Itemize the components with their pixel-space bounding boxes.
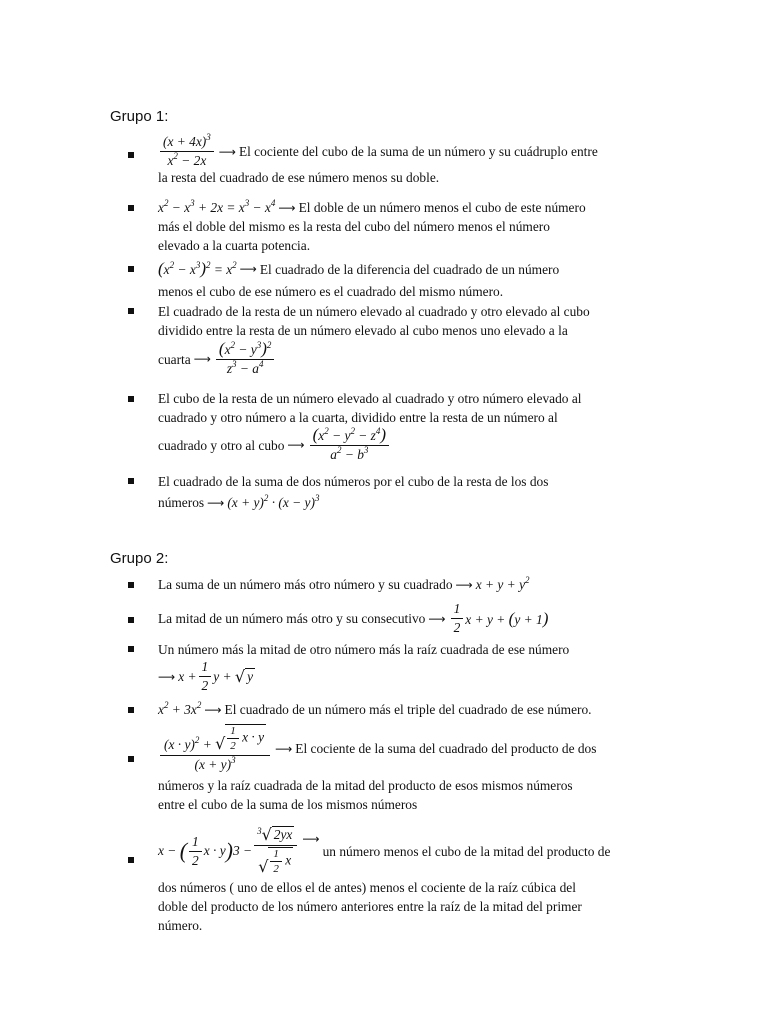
list-item	[158, 259, 663, 301]
arrow-icon: ⟶	[239, 262, 257, 276]
formula: $\frac{1}{2}$	[451, 601, 464, 636]
group-2-heading: Grupo 2:	[110, 550, 169, 567]
arrow-icon: ⟶	[302, 832, 320, 846]
arrow-icon: ⟶	[218, 144, 236, 159]
bullet	[128, 646, 134, 652]
item-text: un número menos el cubo de la mitad del producto de	[322, 843, 611, 859]
list-item	[158, 724, 663, 814]
arrow-icon: ⟶	[207, 495, 225, 510]
item-text: entre el cubo de la suma de los mismos números	[158, 797, 418, 812]
item-text: El cociente del cubo de la suma de un número y su cuádruplo entre	[238, 144, 598, 159]
item-text: la resta del cuadrado de ese número menos su doble.	[158, 170, 440, 185]
list-item	[158, 134, 663, 187]
formula: $x^2 + 3x^2$	[158, 699, 202, 717]
list-item	[158, 472, 663, 512]
bullet	[128, 266, 134, 272]
item-text: números	[158, 495, 205, 510]
bullet	[128, 308, 134, 314]
formula: $x^2 - x^3 + 2x = x^3 - x^4$	[158, 197, 276, 215]
list-item: Un número más la mitad de otro número más la raíz cuadrada de ese número ⟶ x + $\frac{1}{2}$ y + √ y	[158, 640, 663, 694]
list-item	[158, 302, 663, 377]
bullet	[128, 582, 134, 588]
formula: $(x^2 - x^3)^2 = x^2$	[158, 259, 237, 278]
arrow-icon: ⟶	[428, 611, 446, 626]
item-text: La suma de un número más otro número y su cuadrado	[158, 577, 453, 592]
arrow-icon: ⟶	[275, 741, 293, 756]
arrow-icon: ⟶	[455, 577, 473, 592]
formula: $\frac{1}{2}$	[199, 659, 212, 694]
list-item	[158, 700, 663, 719]
bullet	[128, 857, 134, 863]
item-text: elevado a la cuarta potencia.	[158, 238, 311, 253]
item-text: cuadrado y otro al cubo	[158, 437, 285, 453]
item-text: número.	[158, 918, 203, 933]
item-text: La mitad de un número más otro y su consecutivo	[158, 611, 426, 626]
bullet	[128, 617, 134, 623]
item-text: El cuadrado de la suma de dos números por el cubo de la resta de los dos	[158, 474, 549, 489]
formula: $x + y + y^2$	[475, 574, 530, 592]
item-text: números y la raíz cuadrada de la mitad del producto de esos mismos números	[158, 778, 573, 793]
list-item	[158, 389, 663, 463]
arrow-icon: ⟶	[193, 352, 211, 366]
list-item: x − ( $\frac{1}{2}$ x · y ) 3 − $^3$ √ 2yx √ $\frac{1}{2}$ x ⟶ un número menos el cubo de la mitad del producto de dos números ( uno de ellos el de antes) menos el cociente de la raíz cúbica del doble del producto de los número anteriores entre la raíz de la mitad del primer número.	[158, 826, 663, 935]
item-text: cuarta	[158, 351, 191, 367]
item-text: El doble de un número menos el cubo de este número	[298, 200, 586, 215]
sqrt-formula: √ y	[234, 667, 254, 686]
bullet	[128, 707, 134, 713]
formula: $\frac{(x^2 - y^2 - z^4)}{a^2 - b^3}$	[310, 427, 389, 463]
item-text: dividido entre la resta de un número elevado al cubo menos uno elevado a la	[158, 323, 568, 338]
item-text: El cociente de la suma del cuadrado del producto de dos	[295, 741, 597, 756]
list-item: La mitad de un número más otro y su consecutivo ⟶ $\frac{1}{2}$ x + y + (y + 1)	[158, 601, 549, 635]
formula: $\frac{(x + 4x)^3}{x^2 - 2x}$	[160, 134, 214, 169]
item-text: El cubo de la resta de un número elevado al cuadrado y otro número elevado al	[158, 391, 582, 406]
bullet	[128, 478, 134, 484]
list-item	[158, 198, 663, 255]
arrow-icon: ⟶	[158, 669, 176, 684]
bullet	[128, 756, 134, 762]
item-text: El cuadrado de un número más el triple del cuadrado de ese número.	[224, 702, 592, 717]
item-text: menos el cubo de ese número es el cuadrado del mismo número.	[158, 284, 504, 299]
bullet	[128, 396, 134, 402]
item-text: Un número más la mitad de otro número más la raíz cuadrada de ese número	[158, 642, 570, 657]
item-text: más el doble del mismo es la resta del cubo del número menos el número	[158, 219, 550, 234]
arrow-icon: ⟶	[287, 438, 305, 452]
list-item	[158, 575, 663, 594]
formula: $\frac{(x^2 - y^3)^2}{z^3 - a^4}$	[216, 341, 274, 377]
item-text: El cuadrado de la resta de un número elevado al cuadrado y otro elevado al cubo	[158, 304, 590, 319]
arrow-icon: ⟶	[204, 702, 222, 717]
item-text: doble del producto de los número anteriores entre la raíz de la mitad del primer	[158, 899, 582, 914]
item-text: dos números ( uno de ellos el de antes) menos el cociente de la raíz cúbica del	[158, 880, 576, 895]
item-text: El cuadrado de la diferencia del cuadrado de un número	[259, 261, 560, 277]
formula: $\frac{1}{2}$	[189, 834, 202, 869]
item-text: cuadrado y otro número a la cuarta, dividido entre la resta de un número al	[158, 410, 558, 425]
formula: $(x + y)^2 \cdot (x - y)^3$	[227, 492, 320, 510]
group-1-heading: Grupo 1:	[110, 108, 169, 125]
bullet	[128, 152, 134, 158]
formula: $(x \cdot y)^2$ + √ $\frac{1}{2}$ x · y $(x + y)^3$	[160, 724, 270, 773]
arrow-icon: ⟶	[278, 200, 296, 215]
formula: $^3$ √ 2yx √ $\frac{1}{2}$ x	[254, 826, 297, 876]
bullet	[128, 205, 134, 211]
